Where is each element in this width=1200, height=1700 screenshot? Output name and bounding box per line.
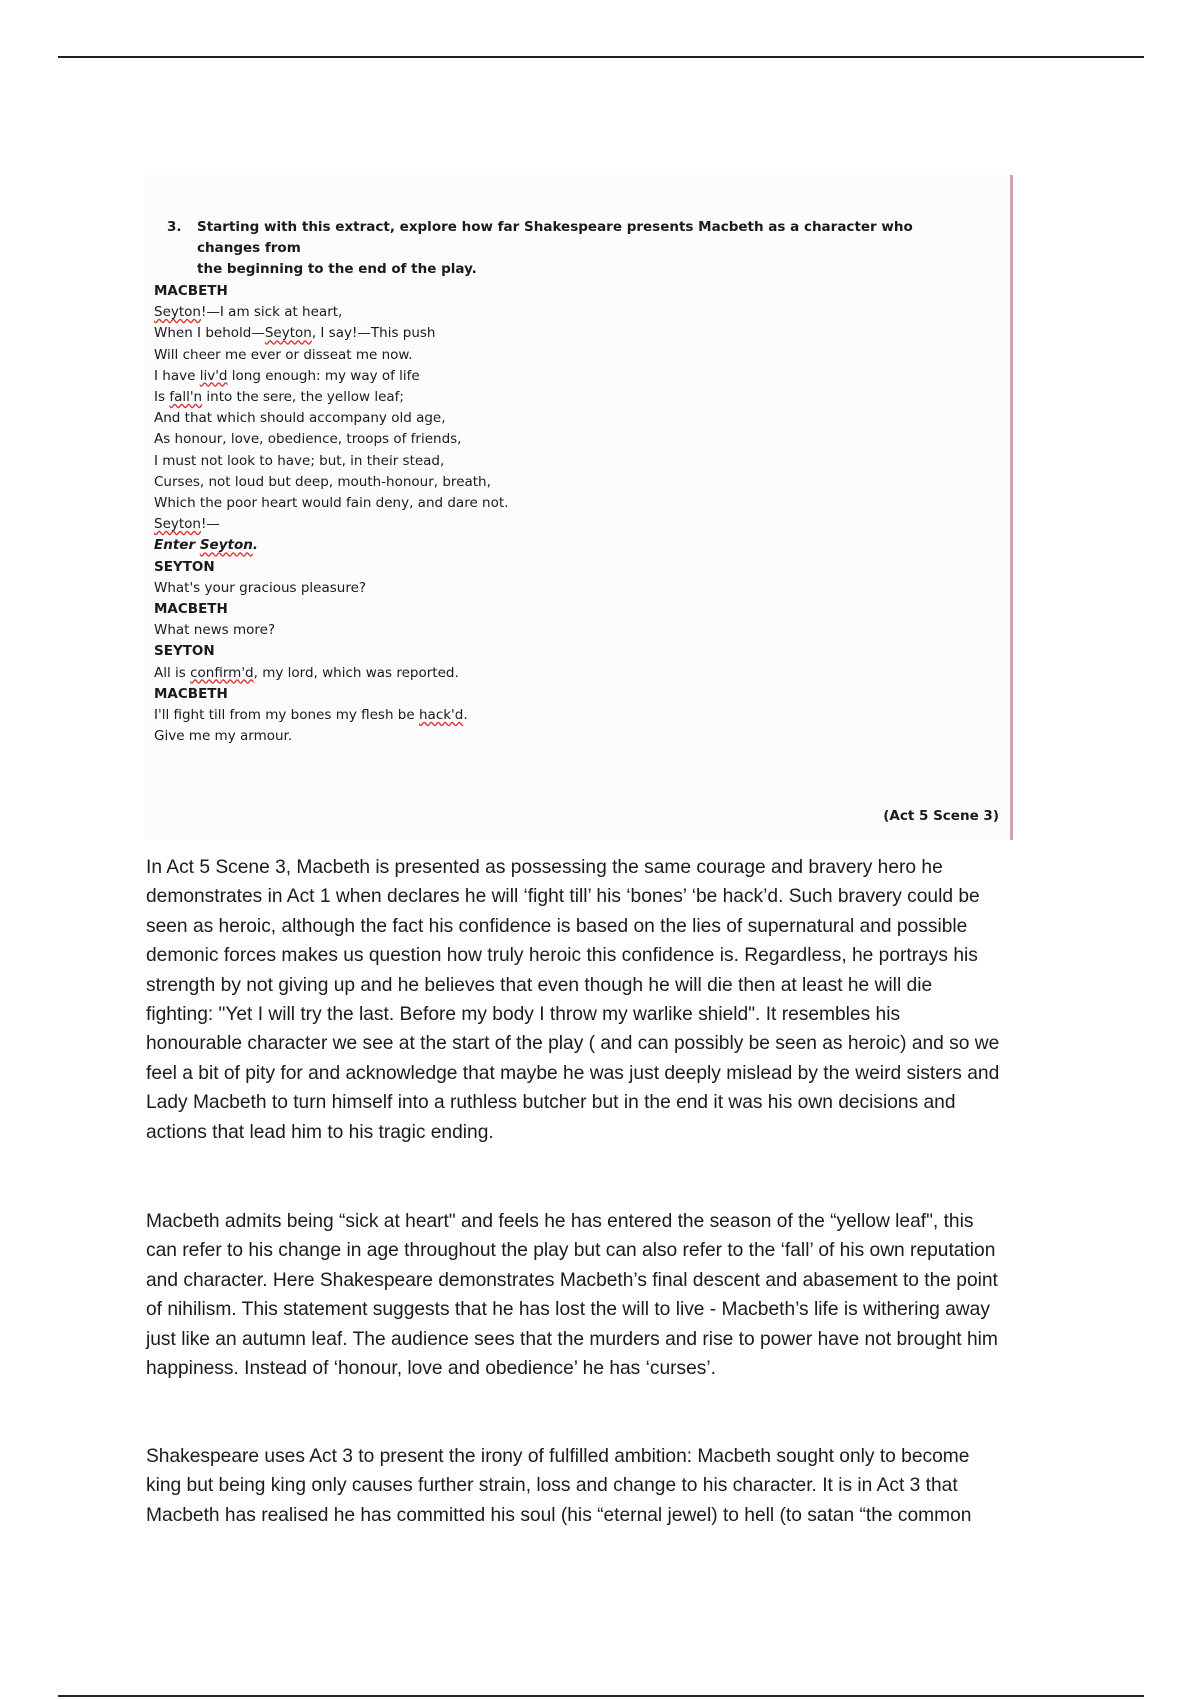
verse-text: All is [154, 664, 191, 681]
verse-line [154, 323, 508, 344]
verse-line [154, 302, 508, 323]
footer-rule [58, 1695, 1144, 1697]
stage-direction [154, 535, 508, 556]
paragraph-line: happiness. Instead of ‘honour, love and obedience’ he has ‘curses’. [146, 1358, 716, 1380]
verse-text: Is [154, 389, 170, 406]
paragraph-line: just like an autumn leaf. The audience sees that the murders and rise to power have not brought him [146, 1328, 998, 1350]
paragraph-line: and character. Here Shakespeare demonstrates Macbeth’s final descent and abasement to the point [146, 1269, 998, 1291]
verse-text: . [463, 707, 468, 724]
extract-margin-line [1010, 175, 1013, 840]
verse-text: I must not look to have; but, in their stead, [154, 452, 445, 469]
paragraph-line: demonstrates in Act 1 when declares he will ‘fight till’ his ‘bones’ ‘be hack’d. Such bravery could be [146, 886, 980, 908]
speaker-name: MACBETH [154, 601, 228, 618]
verse-text: !— [200, 516, 220, 533]
question-text-line: the beginning to the end of the play. [197, 261, 477, 277]
paragraph-line: actions that lead him to his tragic ending. [146, 1121, 494, 1143]
question-number: 3. [167, 219, 182, 235]
verse-line [154, 663, 508, 684]
verse-text: , I say!—This push [311, 325, 436, 342]
verse-text: I have [154, 367, 200, 384]
verse-line [154, 429, 508, 450]
paragraph-line: can refer to his change in age throughout the play but can also refer to the ‘fall’ of his own reputation [146, 1240, 996, 1262]
verse-text: What news more? [154, 622, 276, 639]
verse-text: Curses, not loud but deep, mouth-honour, breath, [154, 473, 491, 490]
verse-line [154, 620, 508, 641]
header-rule [58, 56, 1144, 58]
verse-line [154, 387, 508, 408]
speaker-name: SEYTON [154, 558, 215, 575]
verse-line [154, 705, 508, 726]
extract-box [145, 175, 1013, 840]
verse-text: And that which should accompany old age, [154, 410, 446, 427]
spellcheck-word: Seyton [154, 304, 201, 321]
question-text-line: Starting with this extract, explore how far Shakespeare presents Macbeth as a character who changes from [197, 219, 913, 256]
verse-line [154, 493, 508, 514]
verse-line [154, 578, 508, 599]
verse-text: long enough: my way of life [227, 367, 420, 384]
question-text [197, 217, 967, 280]
verse-text: , my lord, which was reported. [253, 664, 459, 681]
verse-text: !—I am sick at heart, [200, 304, 343, 321]
speaker-name: SEYTON [154, 643, 215, 660]
question-prompt [167, 217, 967, 280]
verse-text: Will cheer me ever or disseat me now. [154, 346, 413, 363]
paragraph-line: seen as heroic, although the fact his confidence is based on the lies of supernatural and possible [146, 915, 968, 937]
verse-line [154, 345, 508, 366]
verse-line [154, 408, 508, 429]
paragraph-line: king but being king only causes further strain, loss and change to his character. It is in Act 3 that [146, 1475, 958, 1497]
essay-paragraph-1 [146, 853, 1056, 1147]
spellcheck-word: confirm'd [190, 664, 254, 681]
speaker-name: MACBETH [154, 685, 228, 702]
verse-text: into the sere, the yellow leaf; [202, 389, 404, 406]
paragraph-line: fighting: "Yet I will try the last. Before my body I throw my warlike shield". It resembles his [146, 1004, 901, 1026]
essay-paragraph-3 [146, 1442, 1056, 1530]
verse-line [154, 472, 508, 493]
paragraph-line: demonic forces makes us question how truly heroic this confidence is. Regardless, he portrays his [146, 945, 978, 967]
essay-paragraph-2 [146, 1207, 1056, 1383]
spellcheck-word: fall'n [169, 389, 203, 406]
spellcheck-word: Seyton [154, 516, 201, 533]
verse-text: When I behold— [154, 325, 265, 342]
spellcheck-word: hack'd [418, 707, 464, 724]
spellcheck-word: liv'd [199, 367, 228, 384]
paragraph-line: Macbeth admits being “sick at heart" and feels he has entered the season of the “yellow leaf", this [146, 1211, 974, 1232]
verse-text: I'll fight till from my bones my flesh be [154, 707, 419, 724]
paragraph-line: Shakespeare uses Act 3 to present the irony of fulfilled ambition: Macbeth sought only to become [146, 1446, 970, 1467]
paragraph-line: Lady Macbeth to turn himself into a ruthless butcher but in the end it was his own decisions and [146, 1092, 956, 1114]
paragraph-line: Macbeth has realised he has committed his soul (his “eternal jewel) to hell (to satan “the common [146, 1504, 972, 1526]
citation: (Act 5 Scene 3) [883, 808, 999, 824]
play-extract [154, 281, 508, 747]
paragraph-line: of nihilism. This statement suggests that he has lost the will to live - Macbeth’s life is withering away [146, 1299, 990, 1321]
verse-line [154, 514, 508, 535]
verse-text: Give me my armour. [154, 728, 293, 745]
verse-text: Enter [154, 537, 200, 554]
verse-line [154, 366, 508, 387]
verse-line [154, 726, 508, 747]
verse-line [154, 451, 508, 472]
paragraph-line: feel a bit of pity for and acknowledge that maybe he was just deeply mislead by the weird sisters and [146, 1062, 1000, 1084]
verse-text: What's your gracious pleasure? [154, 579, 367, 596]
spellcheck-word: Seyton [199, 537, 253, 554]
paragraph-line: In Act 5 Scene 3, Macbeth is presented as possessing the same courage and bravery hero he [146, 857, 943, 878]
verse-text: As honour, love, obedience, troops of friends, [154, 431, 462, 448]
paragraph-line: strength by not giving up and he believes that even though he will die then at least he will die [146, 974, 933, 996]
spellcheck-word: Seyton [264, 325, 312, 342]
speaker-name: MACBETH [154, 283, 228, 299]
verse-text: Which the poor heart would fain deny, and dare not. [154, 495, 509, 512]
paragraph-line: honourable character we see at the start of the play ( and can possibly be seen as heroic) and so we [146, 1033, 1000, 1055]
verse-text: . [252, 537, 258, 554]
